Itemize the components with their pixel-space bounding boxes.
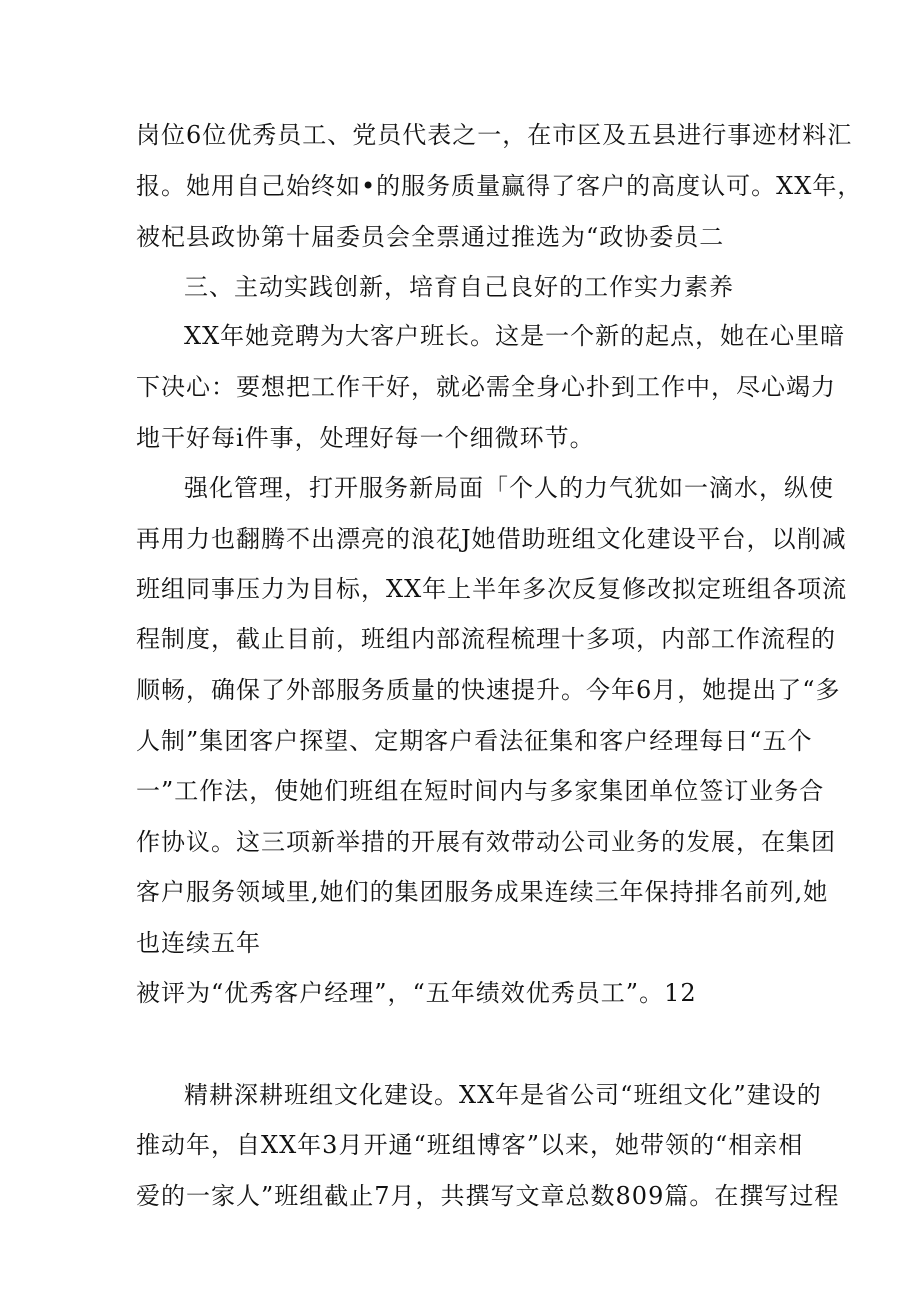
text-line-2: 报。她用自己始终如•的服务质量赢得了客户的高度认可。XX年， (136, 172, 863, 200)
section-heading: 三、主动实践创新，培育自己良好的工作实力素养 (184, 273, 734, 301)
text-line-10: 班组同事压力为目标，XX年上半年多次反复修改拟定班组各项流 (136, 575, 848, 603)
text-line-13: 人制”集团客户探望、定期客户看法征集和客户经理每日“五个 (136, 727, 813, 755)
text-line-8: 强化管理，打开服务新局面「个人的力气犹如一滴水，纵使 (184, 474, 834, 502)
text-line-1: 岗位6位优秀员工、党员代表之一，在市区及五县进行事迹材料汇 (136, 121, 853, 149)
text-line-17: 也连续五年 (136, 929, 261, 957)
text-line-11: 程制度，截止目前，班组内部流程梳理十多项，内部工作流程的 (136, 625, 836, 653)
text-line-18: 被评为“优秀客户经理”，“五年绩效优秀员工”。12 (136, 979, 697, 1007)
text-line-14: 一”工作法，使她们班组在短时间内与多家集团单位签订业务合 (136, 777, 825, 805)
text-line-15: 作协议。这三项新举措的开展有效带动公司业务的发展，在集团 (136, 828, 836, 856)
text-line-9: 再用力也翻腾不出漂亮的浪花J她借助班组文化建设平台，以削减 (136, 525, 847, 553)
text-line-19: 精耕深耕班组文化建设。XX年是省公司“班组文化”建设的 (184, 1081, 822, 1109)
text-line-20: 推动年，自XX年3月开通“班组博客”以来，她带领的“相亲相 (136, 1131, 804, 1159)
text-line-12: 顺畅，确保了外部服务质量的快速提升。今年6月，她提出了“多 (136, 676, 841, 704)
text-line-6: 下决心：要想把工作干好，就必需全身心扑到工作中，尽心竭力 (136, 373, 836, 401)
text-line-21: 爱的一家人”班组截止7月，共撰写文章总数809篇。在撰写过程 (136, 1182, 840, 1210)
text-line-7: 地干好每i件事，处理好每一个细微环节。 (136, 424, 595, 452)
text-line-5: XX年她竞聘为大客户班长。这是一个新的起点，她在心里暗 (184, 322, 846, 350)
text-line-16: 客户服务领域里,她们的集团服务成果连续三年保持排名前列,她 (136, 878, 829, 906)
text-line-3: 被杞县政协第十届委员会全票通过推选为“政协委员二 (136, 223, 725, 251)
